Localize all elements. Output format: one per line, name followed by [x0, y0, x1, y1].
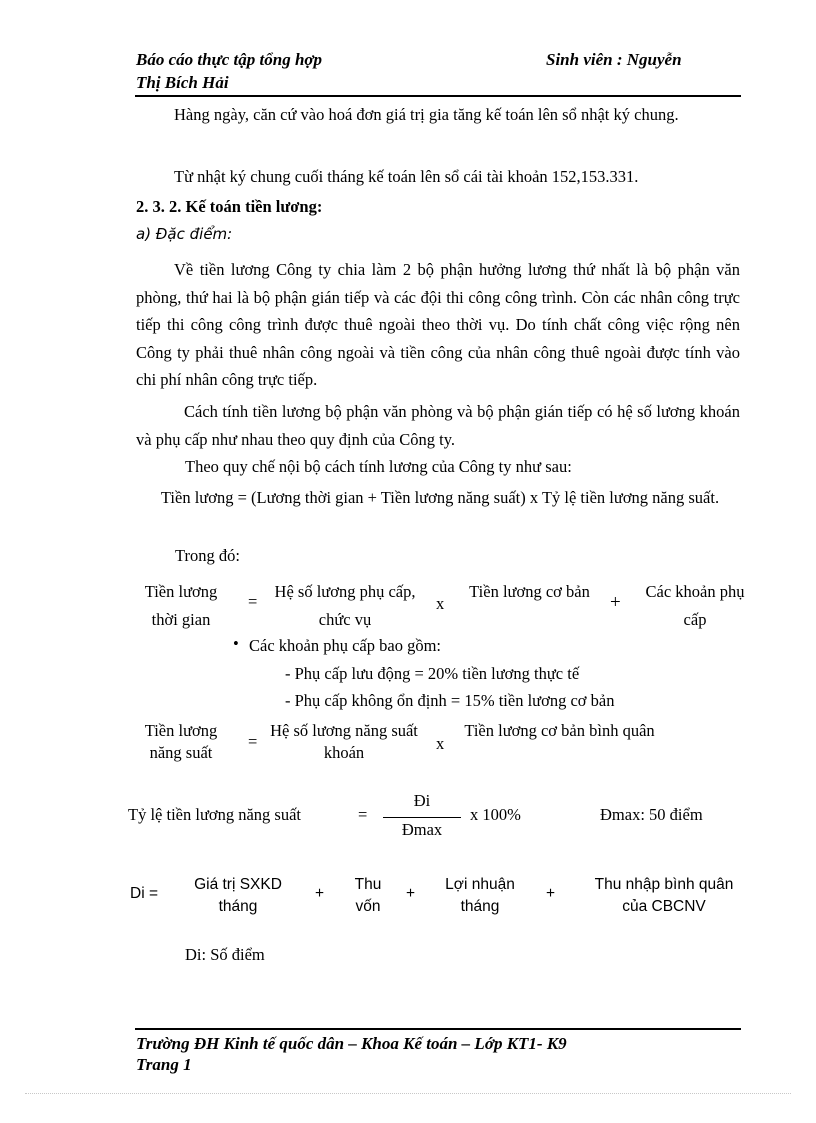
- allowance-item: - Phụ cấp lưu động = 20% tiền lương thực tế: [285, 664, 580, 683]
- formula2-term1: Hệ số lương năng suất khoán: [270, 721, 418, 762]
- formula3-denominator: Đmax: [401, 820, 443, 839]
- paragraph-1: Hàng ngày, căn cứ vào hoá đơn giá trị gia tăng kế toán lên sổ nhật ký chung.: [174, 105, 679, 124]
- formula4-term2: Thu vốn: [354, 876, 382, 915]
- formula1-lhs: Tiền lương thời gian: [144, 582, 218, 629]
- formula1-times: x: [436, 594, 445, 613]
- section-heading: 2. 3. 2. Kế toán tiền lương:: [136, 197, 323, 216]
- formula3-suffix: x 100%: [470, 805, 521, 824]
- definition-di: Di: Số điểm: [185, 945, 265, 964]
- page-bottom-edge: [25, 1093, 791, 1094]
- paragraph-4: Cách tính tiền lương bộ phận văn phòng và bộ phận gián tiếp có hệ số lương khoán và phụ cấp như nhau theo quy định của Công ty.: [136, 402, 740, 449]
- header-second-line: Thị Bích Hải: [136, 73, 229, 92]
- footer-rule: [135, 1028, 741, 1030]
- header-left-title: Báo cáo thực tập tổng hợp: [136, 50, 323, 69]
- formula3-numerator: Đi: [413, 791, 431, 810]
- bullet-icon: •: [233, 634, 239, 653]
- formula3-lhs: Tỷ lệ tiền lương năng suất: [128, 805, 302, 824]
- formula1-equals: =: [248, 592, 258, 611]
- fraction-bar: [383, 817, 461, 818]
- formula4-term4: Thu nhập bình quân của CBCNV: [594, 876, 734, 915]
- formula1-plus: +: [610, 592, 621, 613]
- paragraph-3: Về tiền lương Công ty chia làm 2 bộ phận hưởng lương thứ nhất là bộ phận văn phòng, thứ hai là bộ phận gián tiếp và các đội thi công công trình. Còn các nhân công trực tiếp thi công công trình được thuê ngoài theo thời vụ. Do tính chất công việc rộng nên Công ty phải thuê nhân công ngoài và tiền công của nhân công thuê ngoài được tính vào chi phí nhân công trực tiếp.: [136, 260, 740, 389]
- formula3-note: Đmax: 50 điểm: [600, 805, 703, 824]
- formula1-term2: Tiền lương cơ bản: [469, 582, 590, 601]
- header-right-title: Sinh viên : Nguyễn: [546, 50, 682, 69]
- paragraph-2: Từ nhật ký chung cuối tháng kế toán lên sổ cái tài khoản 152,153.331.: [174, 167, 639, 186]
- formula2-term2: Tiền lương cơ bản bình quân: [464, 721, 655, 740]
- trong-do-label: Trong đó:: [175, 546, 240, 565]
- paragraph-5: Theo quy chế nội bộ cách tính lương của Công ty như sau:: [185, 457, 572, 476]
- formula4-plus-1: +: [315, 885, 325, 902]
- footer-page-number: Trang 1: [136, 1055, 192, 1074]
- formula3-equals: =: [358, 805, 368, 824]
- subheading: a) Đặc điểm:: [136, 225, 233, 243]
- formula1-term3: Các khoản phụ cấp: [645, 582, 745, 629]
- formula1-term1: Hệ số lương phụ cấp, chức vụ: [274, 582, 416, 629]
- formula4-plus-2: +: [406, 885, 416, 902]
- formula4-lhs: Di =: [130, 885, 158, 902]
- formula2-equals: =: [248, 732, 258, 751]
- formula2-lhs: Tiền lương năng suất: [144, 721, 218, 762]
- footer-line-1: Trường ĐH Kinh tế quốc dân – Khoa Kế toán – Lớp KT1- K9: [136, 1034, 567, 1053]
- header-rule: [135, 95, 741, 97]
- formula2-times: x: [436, 734, 445, 753]
- formula4-plus-3: +: [546, 885, 556, 902]
- allowance-item: - Phụ cấp không ổn định = 15% tiền lương cơ bản: [285, 691, 615, 710]
- allowances-title: Các khoản phụ cấp bao gồm:: [249, 636, 441, 655]
- formula4-term1: Giá trị SXKD tháng: [194, 876, 282, 915]
- formula4-term3: Lợi nhuận tháng: [445, 876, 515, 915]
- formula-main: Tiền lương = (Lương thời gian + Tiền lương năng suất) x Tỷ lệ tiền lương năng suất.: [160, 488, 720, 507]
